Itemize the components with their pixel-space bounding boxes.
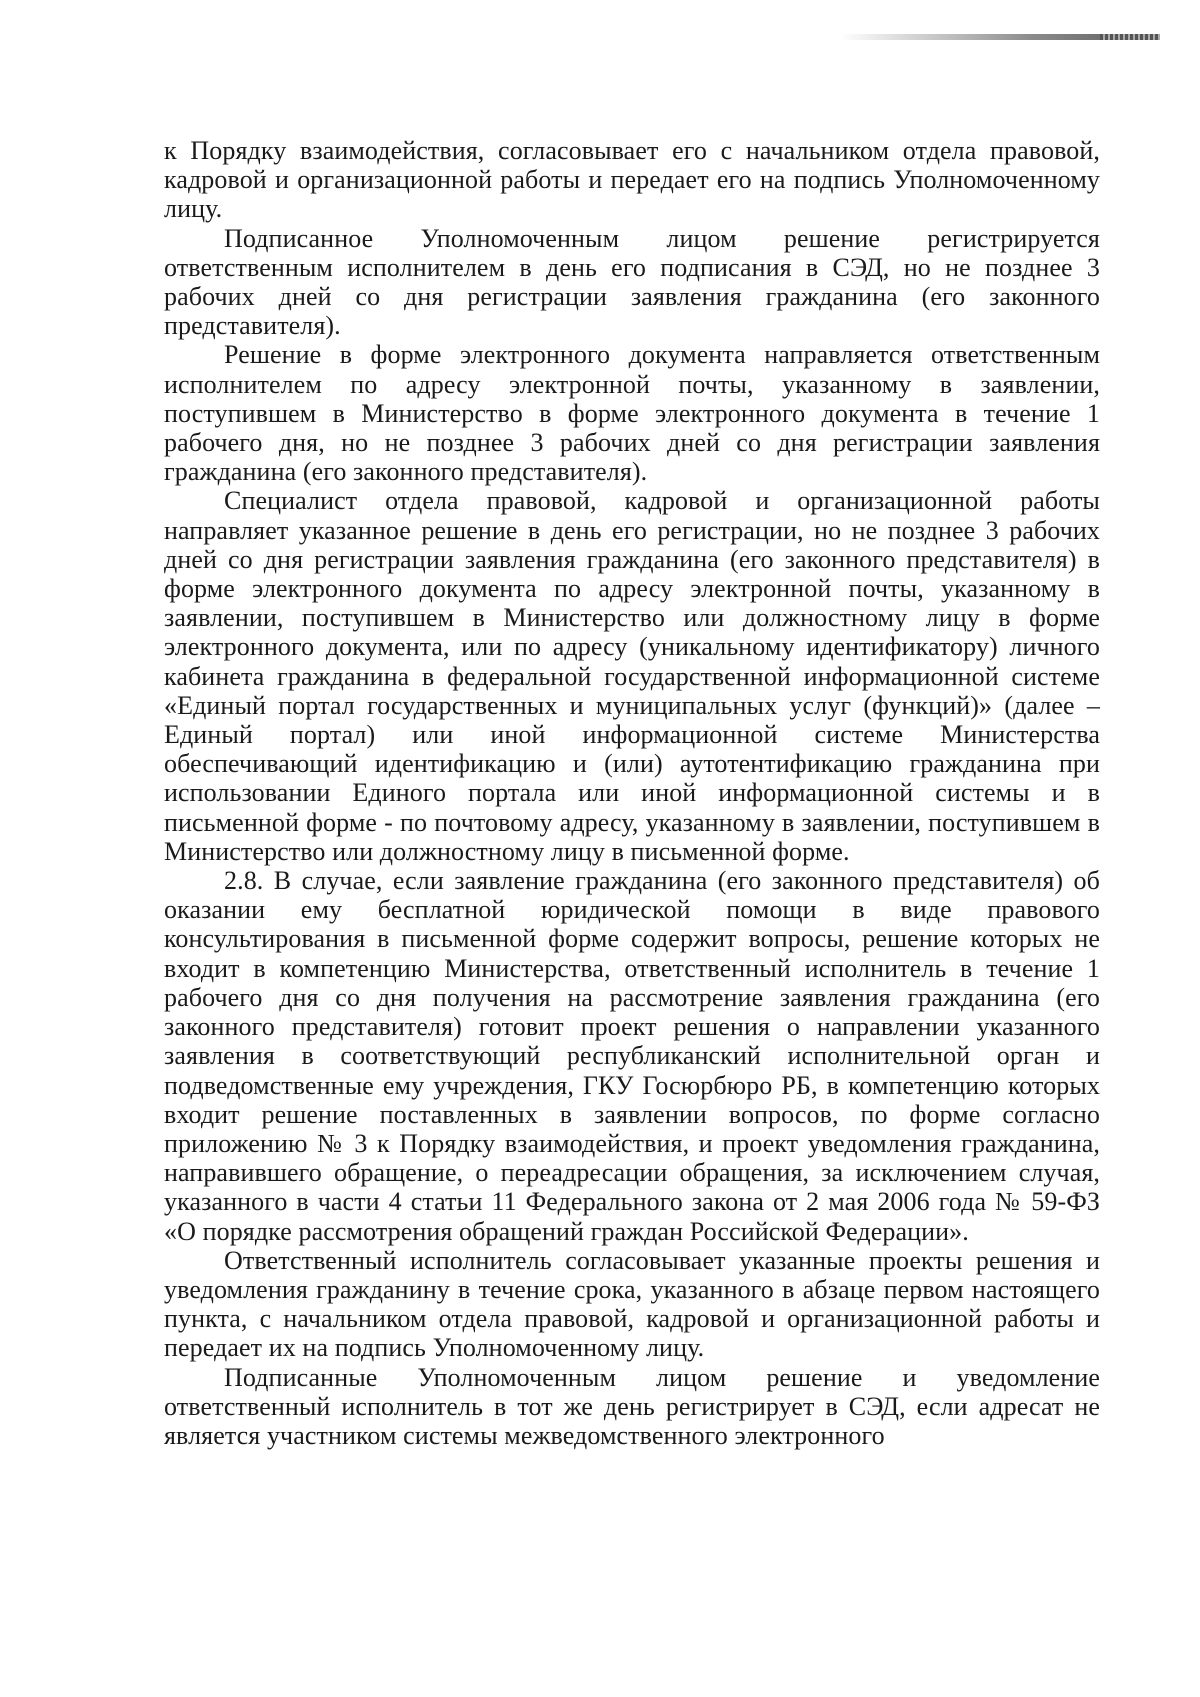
paragraph-3: Решение в форме электронного документа направляется ответственным исполнителем по адресу электронной почты, указанному в заявлении, поступившем в Министерство в форме электронного документа в течение 1 рабочего дня, но не позднее 3 рабочих дней со дня регистрации заявления гражданина (его законного представителя). bbox=[164, 340, 1100, 487]
paragraph-2: Подписанное Уполномоченным лицом решение регистрируется ответственным исполнителем в день его подписания в СЭД, но не позднее 3 рабочих дней со дня регистрации заявления гражданина (его законного представителя). bbox=[164, 223, 1100, 341]
paragraph-1: к Порядку взаимодействия, согласовывает его с начальником отдела правовой, кадровой и организационной работы и передает его на подпись Уполномоченному лицу. bbox=[164, 136, 1100, 224]
document-page bbox=[164, 136, 1100, 1450]
scanner-artifact-stripe bbox=[840, 34, 1160, 40]
paragraph-5-section-2-8: 2.8. В случае, если заявление гражданина (его законного представителя) об оказании ему бесплатной юридической помощи в виде правового консультирования в письменной форме содержит вопросы, решение которых не входит в компетенцию Министерства, ответственный исполнитель в течение 1 рабочего дня со дня получения на рассмотрение заявления гражданина (его законного представителя) готовит проект решения о направлении указанного заявления в соответствующий республиканский исполнительной орган и подведомственные ему учреждения, ГКУ Госюрбюро РБ, в компетенцию которых входит решение поставленных в заявлении вопросов, по форме согласно приложению № 3 к Порядку взаимодействия, и проект уведомления гражданина, направившего обращение, о переадресации обращения, за исключением случая, указанного в части 4 статьи 11 Федерального закона от 2 мая 2006 года № 59-ФЗ «О порядке рассмотрения обращений граждан Российской Федерации». bbox=[164, 866, 1100, 1246]
paragraph-6: Ответственный исполнитель согласовывает указанные проекты решения и уведомления гражданину в течение срока, указанного в абзаце первом настоящего пункта, с начальником отдела правовой, кадровой и организационной работы и передает их на подпись Уполномоченному лицу. bbox=[164, 1245, 1100, 1363]
paragraph-4: Специалист отдела правовой, кадровой и организационной работы направляет указанное решение в день его регистрации, но не позднее 3 рабочих дней со дня регистрации заявления гражданина (его законного представителя) в форме электронного документа по адресу электронной почты, указанному в заявлении, поступившем в Министерство или должностному лицу в форме электронного документа, или по адресу (уникальному идентификатору) личного кабинета гражданина в федеральной государственной информационной системе «Единый портал государственных и муниципальных услуг (функций)» (далее – Единый портал) или иной информационной системе Министерства обеспечивающий идентификацию и (или) аутотентификацию гражданина при использовании Единого портала или иной информационной системы и в письменной форме - по почтовому адресу, указанному в заявлении, поступившем в Министерство или должностному лицу в письменной форме. bbox=[164, 486, 1100, 866]
paragraph-7: Подписанные Уполномоченным лицом решение и уведомление ответственный исполнитель в тот же день регистрирует в СЭД, если адресат не является участником системы межведомственного электронного bbox=[164, 1362, 1100, 1450]
